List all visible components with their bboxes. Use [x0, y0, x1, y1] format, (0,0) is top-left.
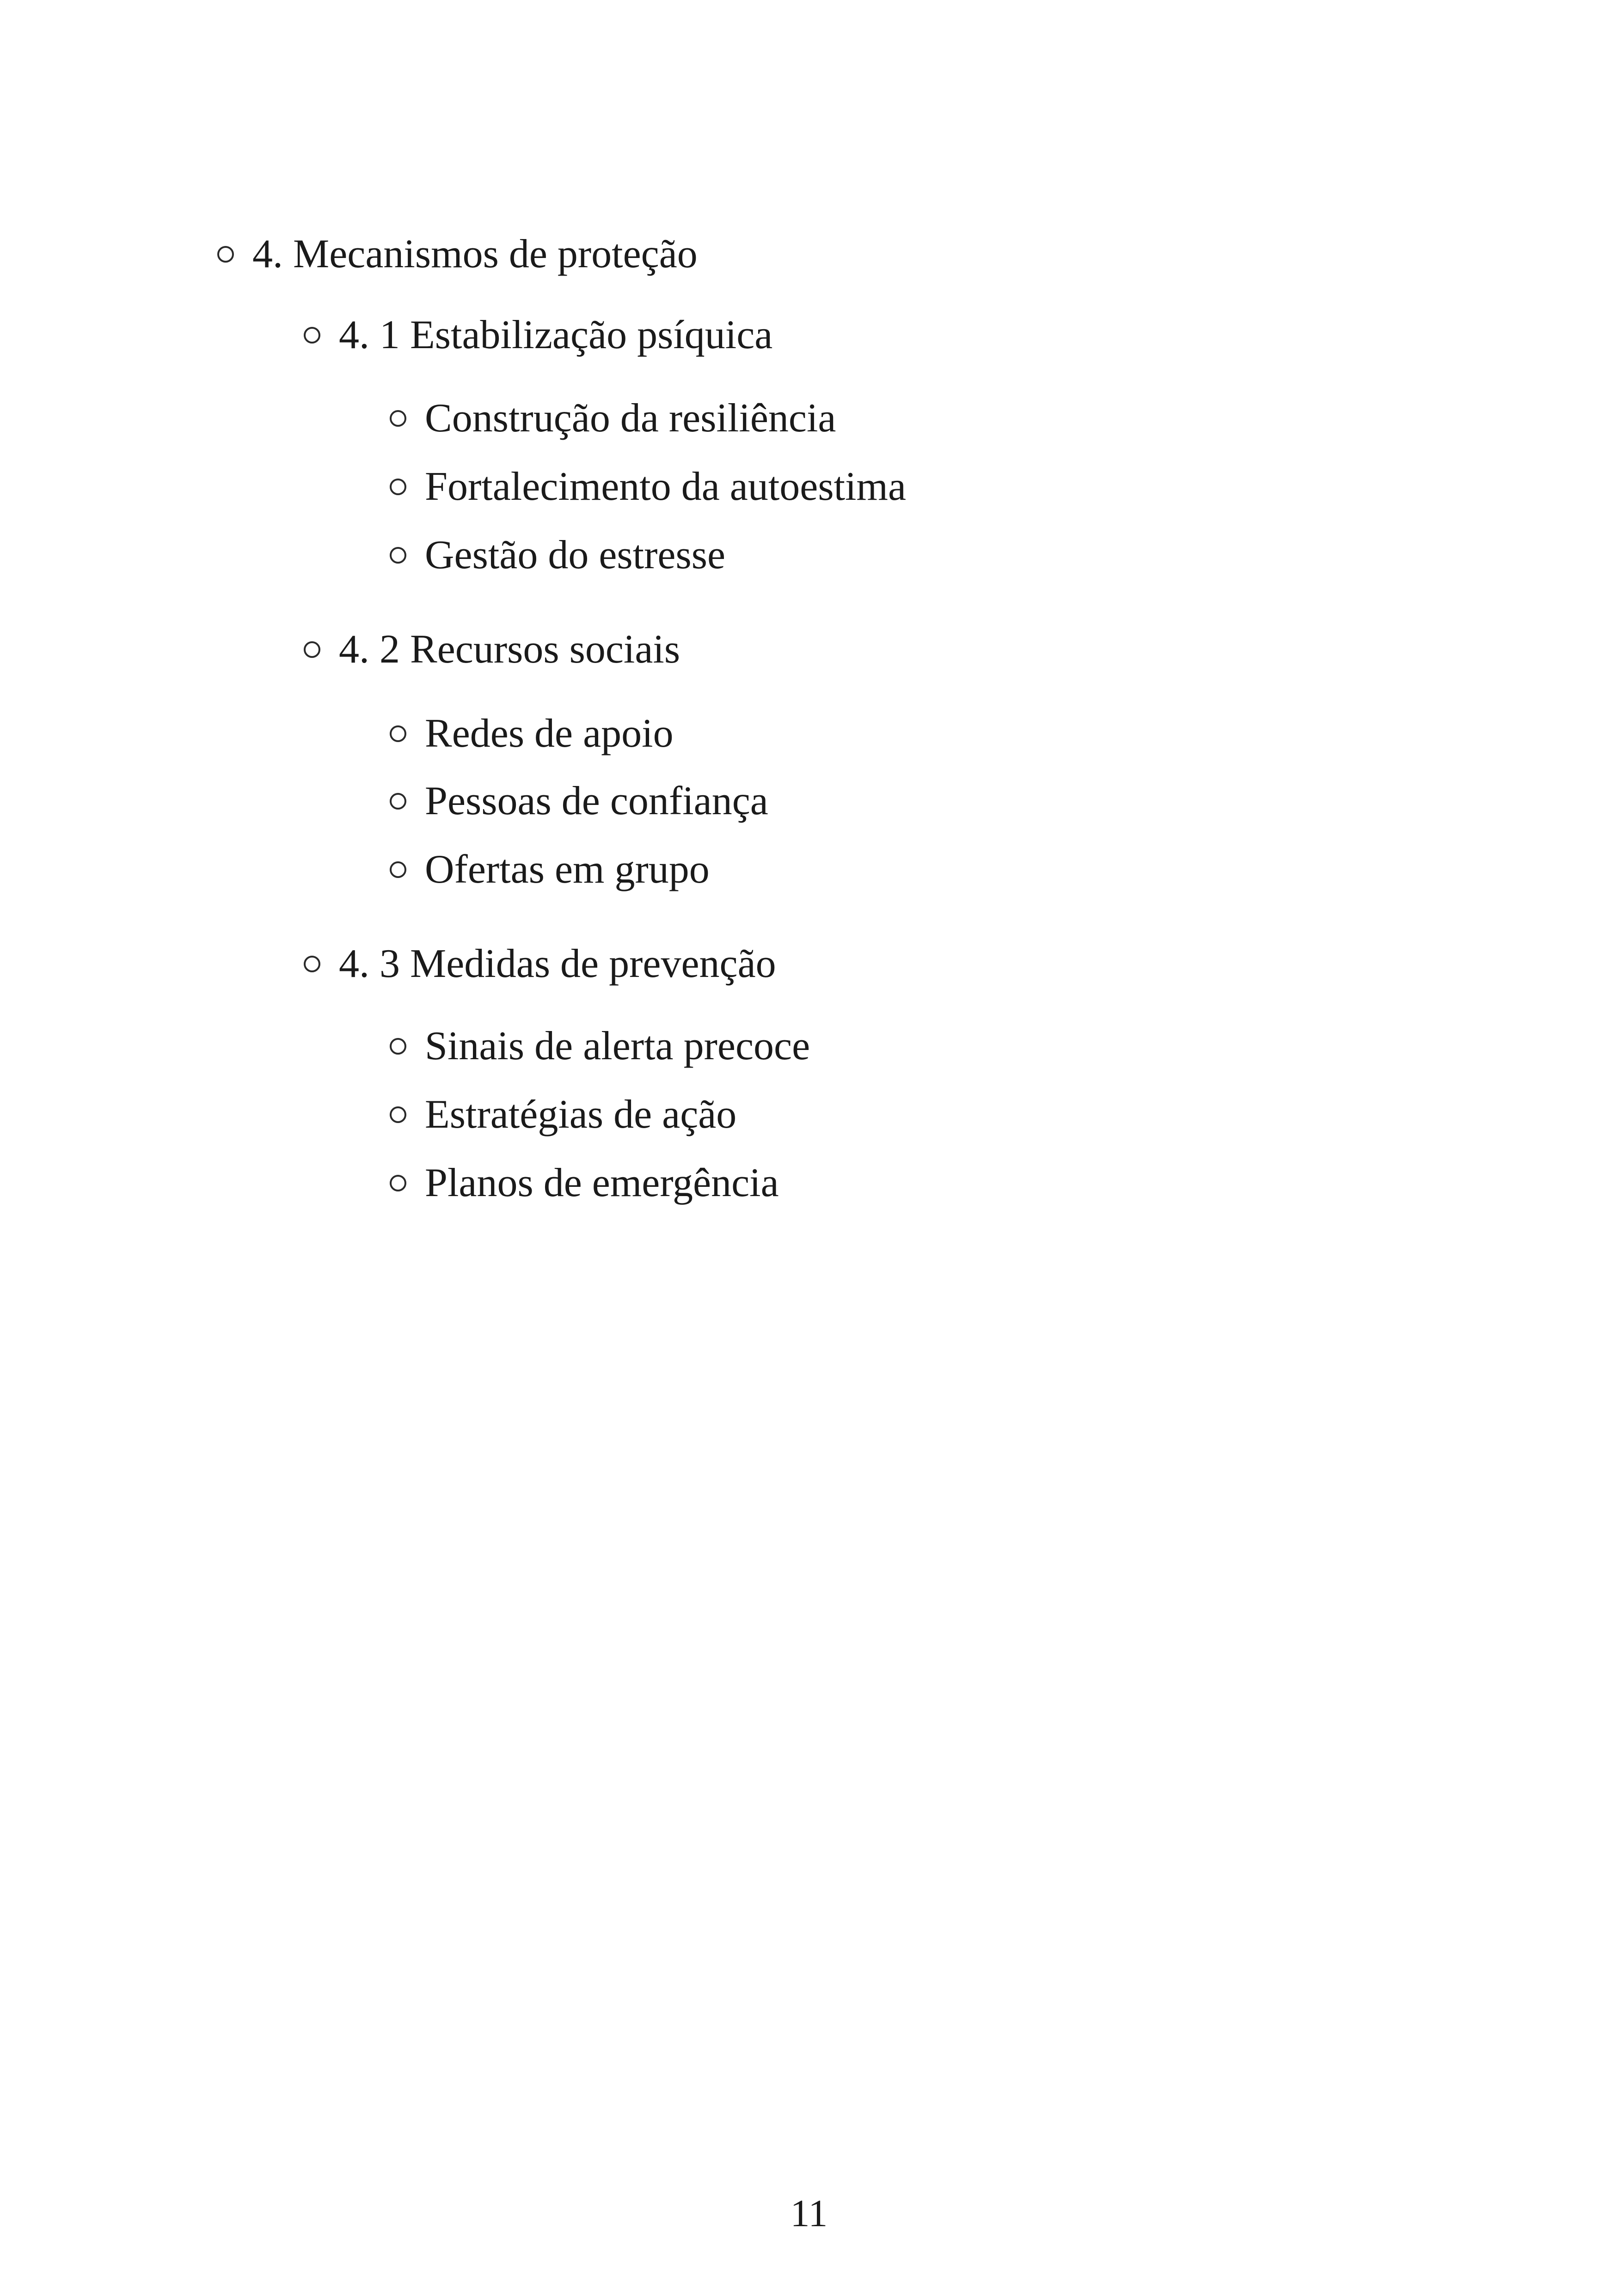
circle-bullet-icon	[390, 547, 406, 564]
outline-heading-text: 4. Mecanismos de proteção	[252, 232, 698, 276]
list-item	[390, 1092, 736, 1138]
list-item-text: Pessoas de confiança	[425, 779, 768, 823]
circle-bullet-icon	[390, 479, 406, 495]
circle-bullet-icon	[304, 327, 320, 344]
list-item	[390, 847, 710, 893]
circle-bullet-icon	[304, 956, 320, 972]
circle-bullet-icon	[390, 1175, 406, 1191]
list-item	[390, 1023, 810, 1069]
circle-bullet-icon	[390, 861, 406, 878]
list-item-text: Estratégias de ação	[425, 1092, 737, 1137]
circle-bullet-icon	[304, 641, 320, 658]
list-item	[390, 532, 725, 578]
circle-bullet-icon	[390, 725, 406, 742]
list-item-text: Planos de emergência	[425, 1160, 779, 1205]
list-item	[390, 464, 906, 510]
list-item	[390, 711, 674, 757]
section-title-text: 4. 3 Medidas de prevenção	[339, 941, 776, 986]
circle-bullet-icon	[390, 793, 406, 810]
list-item-text: Gestão do estresse	[425, 533, 726, 577]
section-title-text: 4. 1 Estabilização psíquica	[339, 313, 773, 357]
outline-heading	[217, 231, 698, 277]
list-item-text: Ofertas em grupo	[425, 847, 710, 892]
section-title	[304, 312, 772, 358]
page-number: 11	[790, 2192, 828, 2235]
list-item-text: Redes de apoio	[425, 711, 674, 756]
section-title	[304, 626, 680, 673]
list-item	[390, 1160, 779, 1206]
circle-bullet-icon	[217, 246, 234, 263]
list-item-text: Fortalecimento da autoestima	[425, 464, 907, 509]
section-title-text: 4. 2 Recursos sociais	[339, 627, 680, 672]
list-item	[390, 778, 768, 824]
circle-bullet-icon	[390, 410, 406, 427]
section-title	[304, 941, 776, 987]
list-item-text: Construção da resiliência	[425, 396, 836, 441]
circle-bullet-icon	[390, 1106, 406, 1123]
circle-bullet-icon	[390, 1038, 406, 1055]
list-item-text: Sinais de alerta precoce	[425, 1024, 810, 1068]
list-item	[390, 395, 836, 442]
